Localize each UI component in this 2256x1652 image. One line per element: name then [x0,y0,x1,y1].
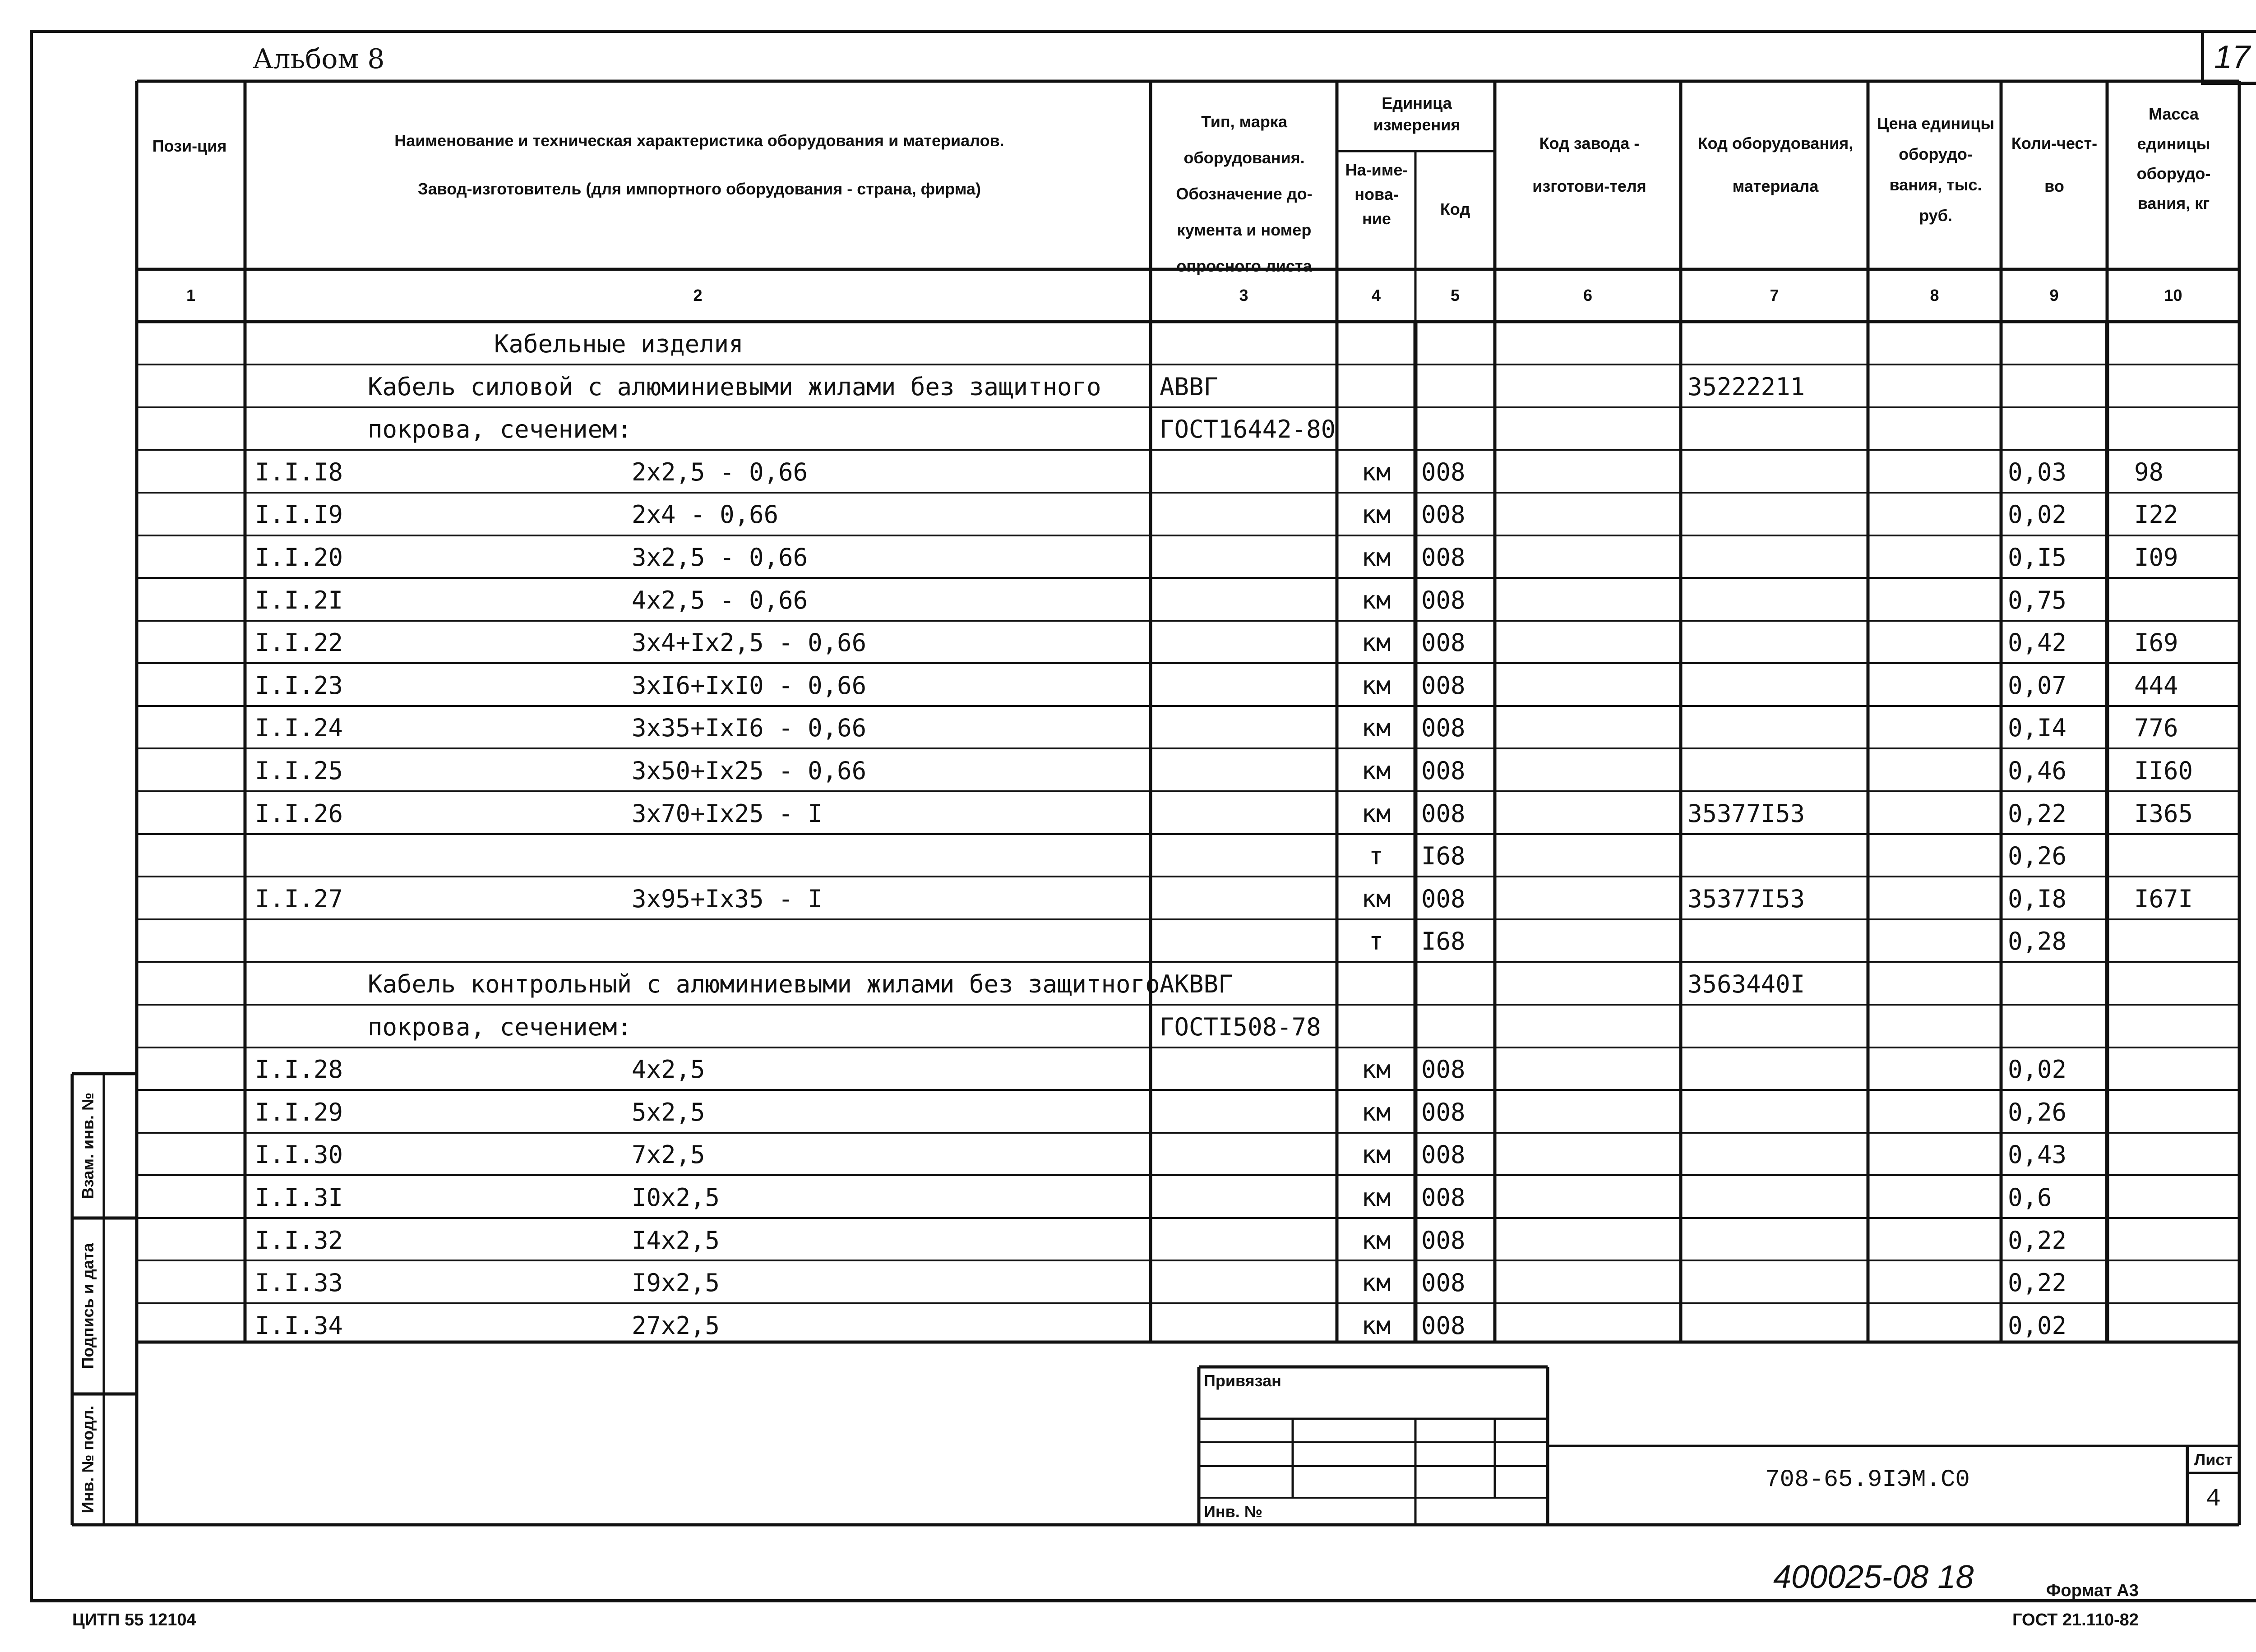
cell-code: I68 [1421,842,1465,871]
cell-qty: 0,46 [2008,757,2067,785]
cell-equip: 35377I53 [1687,884,1805,913]
cell-unit: км [1361,1140,1391,1169]
cell-type: ГОСТI508-78 [1160,1012,1321,1041]
cell-qty: 0,02 [2008,500,2067,529]
colnum: 6 [1583,286,1593,305]
cell-name: 27х2,5 [632,1311,720,1340]
cell-pos: I.I.24 [255,714,343,743]
cell-name: 2х2,5 - 0,66 [632,457,808,486]
cell-pos: I.I.20 [255,543,343,572]
cell-name: покрова, сечением: [368,1012,632,1041]
cell-unit: км [1361,1269,1391,1297]
cell-name: 4х2,5 - 0,66 [632,586,808,614]
cell-code: 008 [1421,884,1465,913]
cell-unit: км [1361,884,1391,913]
cell-qty: 0,03 [2008,457,2067,486]
cell-pos: I.I.I9 [255,500,343,529]
side-label-inv-podl: Инв. № подл. [79,1405,97,1514]
cell-name: 4х2,5 [632,1055,705,1084]
cell-code: 008 [1421,543,1465,572]
cell-code: 008 [1421,757,1465,785]
header-col8: Цена единицы оборудо-вания, тыс. руб. [1877,114,1995,225]
cell-pos: I.I.33 [255,1269,343,1297]
cell-name: 3х35+IхI6 - 0,66 [632,714,867,743]
cell-name: Кабель контрольный с алюминиевыми жилами без защитного [368,970,1160,998]
cell-pos: I.I.32 [255,1226,343,1255]
cell-unit: км [1361,586,1391,614]
cell-name: 3х4+Iх2,5 - 0,66 [632,628,867,657]
header-col45: Единица измерения [1373,94,1461,134]
cell-unit: км [1361,1183,1391,1212]
footer-left: ЦИТП 55 12104 [72,1610,196,1629]
colnum: 5 [1450,286,1460,305]
cell-unit: км [1361,1055,1391,1084]
cell-name: 3х95+Iх35 - I [632,884,823,913]
sheet-number: 4 [2205,1484,2221,1513]
side-label-vzam: Взам. инв. № [79,1092,97,1200]
cell-name: 5х2,5 [632,1098,705,1126]
album-title: Альбом 8 [253,43,385,75]
cell-mass: I365 [2134,799,2193,828]
cell-qty: 0,I5 [2008,543,2067,572]
cell-unit: т [1368,927,1384,956]
cell-unit: км [1361,1098,1391,1126]
cell-mass: I09 [2134,543,2178,572]
cell-code: 008 [1421,586,1465,614]
cell-pos: I.I.22 [255,628,343,657]
cell-code: 008 [1421,714,1465,743]
cell-qty: 0,I8 [2008,884,2067,913]
header-col9: Коли-чест-во [2011,134,2098,195]
cell-code: 008 [1421,1183,1465,1212]
format-label: Формат А3 [2046,1581,2139,1600]
cell-qty: 0,07 [2008,671,2067,700]
cell-name: 3хI6+IхI0 - 0,66 [632,671,867,700]
cell-mass: II60 [2134,757,2193,785]
cell-mass: I69 [2134,628,2178,657]
cell-pos: I.I.27 [255,884,343,913]
cell-code: 008 [1421,1055,1465,1084]
stamp-attached: Привязан [1204,1371,1281,1390]
cell-name: Кабельные изделия [494,330,744,358]
cell-pos: I.I.3I [255,1183,343,1212]
cell-qty: 0,75 [2008,586,2067,614]
cell-qty: 0,22 [2008,1226,2067,1255]
cell-equip: 3563440I [1687,970,1805,998]
cell-pos: I.I.30 [255,1140,343,1169]
cell-unit: км [1361,1311,1391,1340]
cell-qty: 0,42 [2008,628,2067,657]
cell-pos: I.I.28 [255,1055,343,1084]
cell-qty: 0,02 [2008,1055,2067,1084]
colnum: 8 [1930,286,1939,305]
cell-qty: 0,02 [2008,1311,2067,1340]
cell-unit: км [1361,757,1391,785]
cell-unit: км [1361,543,1391,572]
cell-unit: км [1361,457,1391,486]
cell-pos: I.I.I8 [255,457,343,486]
header-col6: Код завода - изготови-теля [1532,134,1646,195]
cell-name: I4х2,5 [632,1226,720,1255]
cell-pos: I.I.26 [255,799,343,828]
cell-name: I9х2,5 [632,1269,720,1297]
document-code: 708-65.9IЭМ.С0 [1765,1466,1970,1494]
cell-pos: I.I.23 [255,671,343,700]
cell-pos: I.I.25 [255,757,343,785]
cell-mass: 98 [2134,457,2164,486]
colnum: 4 [1371,286,1381,305]
handwritten-number: 400025-08 18 [1773,1559,1974,1595]
cell-pos: I.I.34 [255,1311,343,1340]
cell-code: 008 [1421,1226,1465,1255]
cell-name: 7х2,5 [632,1140,705,1169]
cell-type: АКВВГ [1160,970,1233,998]
cell-equip: 35222211 [1687,372,1805,401]
cell-qty: 0,I4 [2008,714,2067,743]
cell-qty: 0,26 [2008,1098,2067,1126]
sheet-label: Лист [2194,1450,2233,1469]
cell-code: 008 [1421,500,1465,529]
header-col5: Код [1440,200,1470,218]
header-col2-line2: Завод-изготовитель (для импортного оборудования - страна, фирма) [418,180,981,198]
cell-name: 3х50+Iх25 - 0,66 [632,757,867,785]
cell-type: АВВГ [1160,372,1219,401]
cell-qty: 0,28 [2008,927,2067,956]
colnum: 2 [693,286,703,305]
cell-unit: км [1361,799,1391,828]
cell-code: 008 [1421,1098,1465,1126]
cell-pos: I.I.2I [255,586,343,614]
cell-qty: 0,22 [2008,799,2067,828]
cell-name: I0х2,5 [632,1183,720,1212]
cell-equip: 35377I53 [1687,799,1805,828]
cell-code: 008 [1421,1269,1465,1297]
cell-code: 008 [1421,799,1465,828]
side-label-podpis: Подпись и дата [79,1243,97,1369]
cell-code: 008 [1421,1311,1465,1340]
colnum: 7 [1770,286,1779,305]
header-col7: Код оборудования, материала [1697,134,1854,195]
header-col4: На-име-нова-ние [1345,161,1408,228]
cell-name: Кабель силовой с алюминиевыми жилами без защитного [368,372,1101,401]
cell-qty: 0,6 [2008,1183,2052,1212]
cell-mass: 444 [2134,671,2178,700]
footer-right: ГОСТ 21.110-82 [2012,1610,2139,1629]
cell-mass: 776 [2134,714,2178,743]
colnum: 10 [2164,286,2182,305]
cell-unit: км [1361,671,1391,700]
cell-mass: I22 [2134,500,2178,529]
cell-unit: км [1361,628,1391,657]
header-col2-line1: Наименование и техническая характеристика оборудования и материалов. [394,131,1004,150]
stamp-inv-no: Инв. № [1204,1502,1262,1521]
cell-code: 008 [1421,1140,1465,1169]
cell-unit: т [1368,842,1384,871]
cell-name: 3х70+Iх25 - I [632,799,823,828]
cell-name: 3х2,5 - 0,66 [632,543,808,572]
cell-code: 008 [1421,457,1465,486]
cell-code: I68 [1421,927,1465,956]
cell-name: покрова, сечением: [368,415,632,444]
cell-unit: км [1361,500,1391,529]
cell-qty: 0,22 [2008,1269,2067,1297]
cell-code: 008 [1421,628,1465,657]
cell-pos: I.I.29 [255,1098,343,1126]
colnum: 9 [2049,286,2059,305]
header-col10: Масса единицы оборудо-вания, кг [2136,105,2211,212]
header-col3: Тип, марка оборудования. Обозначение до-кумента и номер опросного листа [1176,112,1313,275]
cell-type: ГОСТ16442-80 [1160,415,1336,444]
colnum: 1 [186,286,196,305]
cell-unit: км [1361,1226,1391,1255]
cell-unit: км [1361,714,1391,743]
cell-mass: I67I [2134,884,2193,913]
cell-code: 008 [1421,671,1465,700]
header-col1: Пози-ция [152,137,227,155]
colnum: 3 [1239,286,1248,305]
cell-qty: 0,26 [2008,842,2067,871]
cell-name: 2х4 - 0,66 [632,500,779,529]
page-number: 17 [2214,39,2251,75]
cell-qty: 0,43 [2008,1140,2067,1169]
